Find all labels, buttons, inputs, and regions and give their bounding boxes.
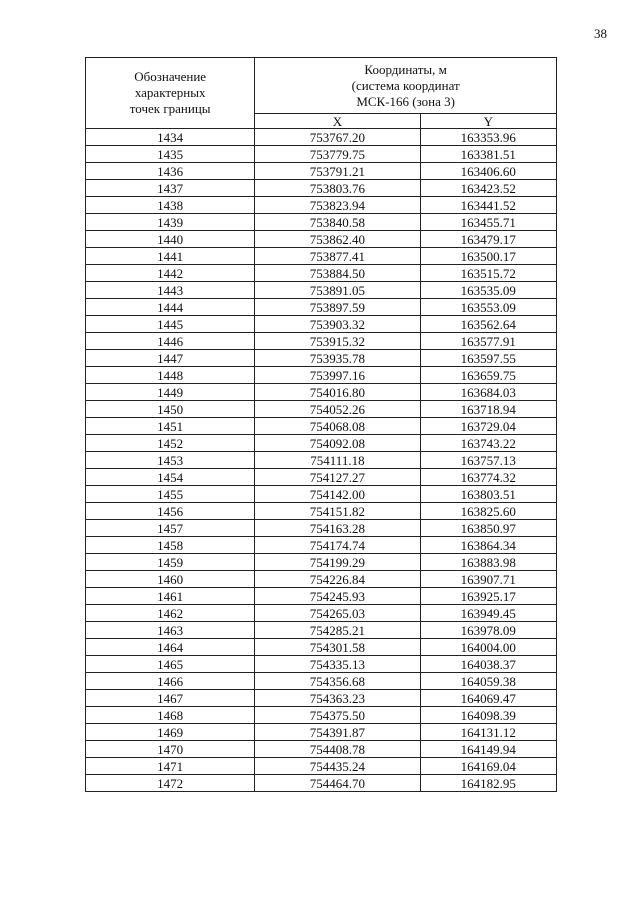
- x-coordinate-cell: 753779.75: [255, 146, 420, 163]
- y-coordinate-cell: 163949.45: [420, 605, 556, 622]
- x-coordinate-cell: 754163.28: [255, 520, 420, 537]
- x-coordinate-cell: 754301.58: [255, 639, 420, 656]
- point-cell: 1446: [86, 333, 255, 350]
- y-coordinate-cell: 163577.91: [420, 333, 556, 350]
- table-row: [86, 775, 557, 792]
- header-y: Y: [420, 114, 556, 129]
- point-cell: 1451: [86, 418, 255, 435]
- x-coordinate-cell: 754356.68: [255, 673, 420, 690]
- point-cell: 1447: [86, 350, 255, 367]
- header-point-designation: [86, 58, 255, 129]
- point-cell: 1434: [86, 129, 255, 146]
- point-cell: 1443: [86, 282, 255, 299]
- y-coordinate-cell: 163803.51: [420, 486, 556, 503]
- point-cell: 1435: [86, 146, 255, 163]
- table-row: [86, 605, 557, 622]
- x-coordinate-cell: 754464.70: [255, 775, 420, 792]
- table-row: [86, 401, 557, 418]
- x-coordinate-cell: 754174.74: [255, 537, 420, 554]
- table-row: [86, 350, 557, 367]
- x-coordinate-cell: 754142.00: [255, 486, 420, 503]
- x-coordinate-cell: 753840.58: [255, 214, 420, 231]
- table-row: [86, 231, 557, 248]
- page-number: 38: [594, 26, 607, 41]
- y-coordinate-cell: 164149.94: [420, 741, 556, 758]
- x-coordinate-cell: 754363.23: [255, 690, 420, 707]
- point-cell: 1471: [86, 758, 255, 775]
- table-row: [86, 520, 557, 537]
- x-coordinate-cell: 754127.27: [255, 469, 420, 486]
- table-row: [86, 367, 557, 384]
- header-x: X: [255, 114, 420, 129]
- point-cell: 1436: [86, 163, 255, 180]
- table-row: [86, 265, 557, 282]
- y-coordinate-cell: 163743.22: [420, 435, 556, 452]
- point-cell: 1470: [86, 741, 255, 758]
- x-coordinate-cell: 753915.32: [255, 333, 420, 350]
- y-coordinate-cell: 163406.60: [420, 163, 556, 180]
- point-cell: 1461: [86, 588, 255, 605]
- x-coordinate-cell: 754435.24: [255, 758, 420, 775]
- table-row: [86, 707, 557, 724]
- y-coordinate-cell: 163353.96: [420, 129, 556, 146]
- y-coordinate-cell: 163562.64: [420, 316, 556, 333]
- point-cell: 1452: [86, 435, 255, 452]
- table-row: [86, 282, 557, 299]
- y-coordinate-cell: 163825.60: [420, 503, 556, 520]
- y-coordinate-cell: 163774.32: [420, 469, 556, 486]
- y-coordinate-cell: 163515.72: [420, 265, 556, 282]
- header-coords-line: МСК-166 (зона 3): [356, 93, 455, 109]
- y-coordinate-cell: 163659.75: [420, 367, 556, 384]
- header-coords-line: Координаты, м: [364, 61, 447, 77]
- x-coordinate-cell: 754068.08: [255, 418, 420, 435]
- table-row: [86, 146, 557, 163]
- x-coordinate-cell: 753862.40: [255, 231, 420, 248]
- y-coordinate-cell: 163907.71: [420, 571, 556, 588]
- point-cell: 1445: [86, 316, 255, 333]
- y-coordinate-cell: 163729.04: [420, 418, 556, 435]
- x-coordinate-cell: 753823.94: [255, 197, 420, 214]
- y-coordinate-cell: 163553.09: [420, 299, 556, 316]
- x-coordinate-cell: 753897.59: [255, 299, 420, 316]
- point-cell: 1439: [86, 214, 255, 231]
- table-row: [86, 588, 557, 605]
- x-coordinate-cell: 754375.50: [255, 707, 420, 724]
- x-coordinate-cell: 753891.05: [255, 282, 420, 299]
- x-coordinate-cell: 753997.16: [255, 367, 420, 384]
- point-cell: 1456: [86, 503, 255, 520]
- y-coordinate-cell: 164098.39: [420, 707, 556, 724]
- point-cell: 1472: [86, 775, 255, 792]
- point-cell: 1444: [86, 299, 255, 316]
- point-cell: 1442: [86, 265, 255, 282]
- x-coordinate-cell: 754111.18: [255, 452, 420, 469]
- table-row: [86, 724, 557, 741]
- y-coordinate-cell: 163864.34: [420, 537, 556, 554]
- table-row: [86, 384, 557, 401]
- y-coordinate-cell: 163925.17: [420, 588, 556, 605]
- x-coordinate-cell: 753884.50: [255, 265, 420, 282]
- table-row: [86, 622, 557, 639]
- table-row: [86, 333, 557, 350]
- x-coordinate-cell: 753803.76: [255, 180, 420, 197]
- y-coordinate-cell: 163455.71: [420, 214, 556, 231]
- y-coordinate-cell: 163883.98: [420, 554, 556, 571]
- point-cell: 1437: [86, 180, 255, 197]
- table-row: [86, 435, 557, 452]
- coordinates-table: [85, 57, 557, 792]
- x-coordinate-cell: 754285.21: [255, 622, 420, 639]
- x-coordinate-cell: 753767.20: [255, 129, 420, 146]
- table-row: [86, 673, 557, 690]
- table-row: [86, 537, 557, 554]
- y-coordinate-cell: 163423.52: [420, 180, 556, 197]
- x-coordinate-cell: 754245.93: [255, 588, 420, 605]
- point-cell: 1465: [86, 656, 255, 673]
- point-cell: 1455: [86, 486, 255, 503]
- header-point-line: характерных: [134, 85, 206, 100]
- point-cell: 1468: [86, 707, 255, 724]
- table-row: [86, 690, 557, 707]
- point-cell: 1467: [86, 690, 255, 707]
- table-row: [86, 299, 557, 316]
- point-cell: 1454: [86, 469, 255, 486]
- point-cell: 1462: [86, 605, 255, 622]
- table-row: [86, 248, 557, 265]
- y-coordinate-cell: 164182.95: [420, 775, 556, 792]
- y-coordinate-cell: 163479.17: [420, 231, 556, 248]
- point-cell: 1438: [86, 197, 255, 214]
- table-row: [86, 469, 557, 486]
- point-cell: 1440: [86, 231, 255, 248]
- point-cell: 1459: [86, 554, 255, 571]
- y-coordinate-cell: 163535.09: [420, 282, 556, 299]
- x-coordinate-cell: 754052.26: [255, 401, 420, 418]
- x-coordinate-cell: 754016.80: [255, 384, 420, 401]
- table-row: [86, 197, 557, 214]
- table-row: [86, 554, 557, 571]
- table-row: [86, 418, 557, 435]
- x-coordinate-cell: 754335.13: [255, 656, 420, 673]
- x-coordinate-cell: 754265.03: [255, 605, 420, 622]
- table-row: [86, 758, 557, 775]
- table-body: [86, 129, 557, 792]
- point-cell: 1441: [86, 248, 255, 265]
- x-coordinate-cell: 753791.21: [255, 163, 420, 180]
- table-row: [86, 656, 557, 673]
- x-coordinate-cell: 754151.82: [255, 503, 420, 520]
- table-row: [86, 180, 557, 197]
- table-row: [86, 503, 557, 520]
- y-coordinate-cell: 163441.52: [420, 197, 556, 214]
- table-header: [86, 58, 557, 129]
- point-cell: 1463: [86, 622, 255, 639]
- y-coordinate-cell: 164059.38: [420, 673, 556, 690]
- point-cell: 1449: [86, 384, 255, 401]
- header-point-line: точек границы: [129, 101, 211, 116]
- table-row: [86, 214, 557, 231]
- x-coordinate-cell: 754391.87: [255, 724, 420, 741]
- y-coordinate-cell: 164131.12: [420, 724, 556, 741]
- header-point-line: Обозначение: [134, 69, 207, 84]
- point-cell: 1466: [86, 673, 255, 690]
- table-row: [86, 452, 557, 469]
- y-coordinate-cell: 163978.09: [420, 622, 556, 639]
- y-coordinate-cell: 163381.51: [420, 146, 556, 163]
- y-coordinate-cell: 164038.37: [420, 656, 556, 673]
- point-cell: 1453: [86, 452, 255, 469]
- point-cell: 1469: [86, 724, 255, 741]
- y-coordinate-cell: 163597.55: [420, 350, 556, 367]
- point-cell: 1460: [86, 571, 255, 588]
- table-row: [86, 571, 557, 588]
- header-coordinates: [255, 58, 557, 114]
- x-coordinate-cell: 753877.41: [255, 248, 420, 265]
- y-coordinate-cell: 163757.13: [420, 452, 556, 469]
- table-row: [86, 163, 557, 180]
- table-row: [86, 639, 557, 656]
- table-row: [86, 316, 557, 333]
- x-coordinate-cell: 753903.32: [255, 316, 420, 333]
- x-coordinate-cell: 754408.78: [255, 741, 420, 758]
- x-coordinate-cell: 754092.08: [255, 435, 420, 452]
- point-cell: 1458: [86, 537, 255, 554]
- table-row: [86, 486, 557, 503]
- table-row: [86, 129, 557, 146]
- header-coords-line: (система координат: [351, 77, 460, 93]
- point-cell: 1464: [86, 639, 255, 656]
- table-row: [86, 741, 557, 758]
- x-coordinate-cell: 754199.29: [255, 554, 420, 571]
- point-cell: 1457: [86, 520, 255, 537]
- y-coordinate-cell: 164169.04: [420, 758, 556, 775]
- y-coordinate-cell: 164069.47: [420, 690, 556, 707]
- y-coordinate-cell: 163684.03: [420, 384, 556, 401]
- y-coordinate-cell: 164004.00: [420, 639, 556, 656]
- y-coordinate-cell: 163850.97: [420, 520, 556, 537]
- x-coordinate-cell: 753935.78: [255, 350, 420, 367]
- y-coordinate-cell: 163718.94: [420, 401, 556, 418]
- point-cell: 1450: [86, 401, 255, 418]
- point-cell: 1448: [86, 367, 255, 384]
- y-coordinate-cell: 163500.17: [420, 248, 556, 265]
- x-coordinate-cell: 754226.84: [255, 571, 420, 588]
